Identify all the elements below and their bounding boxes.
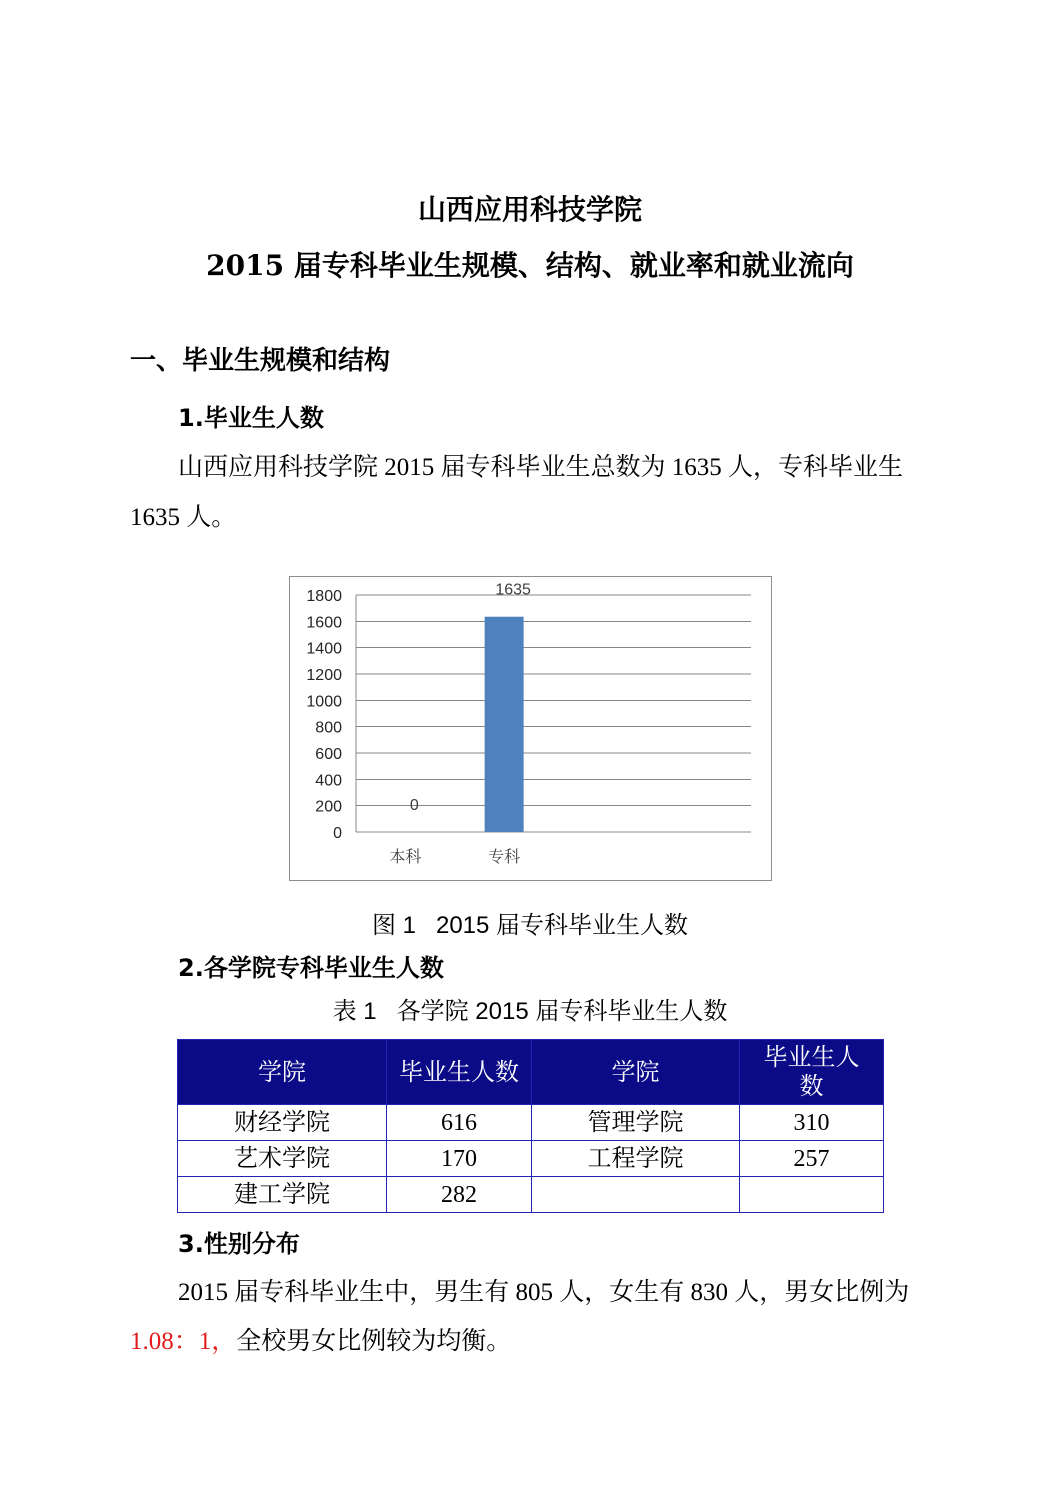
document-title-line2: 2015 届专科毕业生规模、结构、就业率和就业流向 (206, 249, 854, 282)
table-cell: 财经学院 (178, 1105, 387, 1141)
table-cell: 170 (387, 1141, 532, 1177)
subheading-by-college: 2.各学院专科毕业生人数 (178, 954, 444, 982)
table-cell: 艺术学院 (178, 1141, 387, 1177)
gender-paragraph-conclusion: 全校男女比例较为均衡。 (236, 1328, 512, 1355)
y-tick-label: 1400 (306, 640, 342, 658)
gender-ratio-highlight: 1.08：1， (130, 1328, 237, 1355)
table-cell: 工程学院 (532, 1141, 740, 1177)
table-row (178, 1105, 884, 1141)
table-cell: 建工学院 (178, 1177, 387, 1213)
bar-data-label: 0 (409, 797, 419, 814)
table-row (178, 1177, 884, 1213)
figure-1-caption: 图 1 2015 届专科毕业生人数 (371, 912, 689, 939)
table-cell: 257 (740, 1141, 884, 1177)
gender-paragraph-line1: 2015 届专科毕业生中，男生有 805 人，女生有 830 人，男女比例为 (178, 1279, 910, 1306)
graduate-count-paragraph-line2: 1635 人。 (130, 504, 237, 531)
x-category-label: 本科 (389, 849, 422, 866)
y-tick-label: 1800 (306, 588, 342, 605)
bar-data-label: 1635 (495, 581, 531, 599)
graduate-count-bar-chart (289, 576, 772, 881)
table-row (178, 1141, 884, 1177)
y-tick-label: 1200 (306, 667, 342, 684)
table-cell: 282 (387, 1177, 532, 1213)
table-cell (740, 1177, 884, 1213)
header-college-2: 学院 (532, 1040, 740, 1105)
table-header-row (178, 1040, 884, 1105)
y-tick-label: 200 (315, 798, 342, 816)
table-cell: 616 (387, 1105, 532, 1141)
section-heading-scale-structure: 一、毕业生规模和结构 (130, 346, 391, 376)
chart-bars (485, 617, 524, 832)
y-tick-label: 400 (315, 772, 342, 790)
x-category-label: 专科 (488, 849, 521, 866)
y-tick-label: 800 (315, 719, 342, 737)
y-tick-label: 0 (333, 825, 342, 842)
header-graduate-count-2 (740, 1040, 884, 1105)
graduate-count-paragraph-line1: 山西应用科技学院 2015 届专科毕业生总数为 1635 人，专科毕业生 (178, 454, 904, 481)
chart-plot-area (290, 577, 770, 879)
document-title-line1: 山西应用科技学院 (417, 193, 642, 226)
y-tick-label: 1600 (306, 614, 342, 632)
gender-paragraph-line2 (130, 1329, 511, 1354)
y-tick-label: 600 (315, 746, 342, 763)
graduates-by-college-table (177, 1039, 884, 1213)
table-cell: 310 (740, 1105, 884, 1141)
subheading-gender: 3.性别分布 (178, 1230, 300, 1258)
table-1-caption: 表 1 各学院 2015 届专科毕业生人数 (332, 998, 728, 1025)
table-cell (532, 1177, 740, 1213)
header-graduate-count-2-label: 毕业生人数 (763, 1043, 860, 1100)
table-cell: 管理学院 (532, 1105, 740, 1141)
header-graduate-count: 毕业生人数 (387, 1040, 532, 1105)
y-tick-label: 1000 (306, 693, 342, 711)
header-college: 学院 (178, 1040, 387, 1105)
subheading-graduate-count: 1.毕业生人数 (178, 404, 324, 432)
bar (485, 617, 524, 832)
